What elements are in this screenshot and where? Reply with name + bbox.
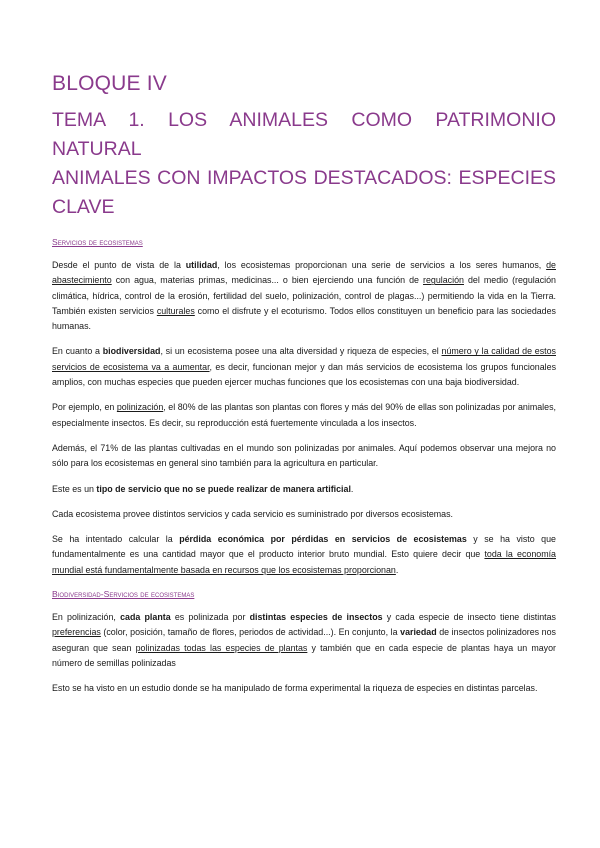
underlined-economia-mundial: toda la economía mundial está fundamentalmente basada en recursos que los ecosistemas proporcionan bbox=[52, 549, 556, 575]
paragraph-polinizacion-ejemplo: Por ejemplo, en polinización, el 80% de las plantas son plantas con flores y más del 90% de ellas son polinizadas por animales, especialmente insectos. Es decir, su reproducción está fuertemente vinculada a los insectos. bbox=[52, 402, 556, 428]
bold-variedad: variedad bbox=[400, 627, 437, 638]
paragraph-perdida-economica: Se ha intentado calcular la pérdida económica por pérdidas en servicios de ecosistemas y se ha visto que fundamentalmente es una cantidad mayor que el producto interior bruto mundial. Esto quiere decir que toda la economía mundial está fundamentalmente basada en recursos que los ecosistemas proporcionan. bbox=[52, 534, 556, 575]
underlined-abastecimiento: de abastecimiento bbox=[52, 260, 556, 286]
topic-title-line-1: TEMA 1. LOS ANIMALES COMO PATRIMONIO bbox=[52, 109, 556, 131]
subtitle-line-1: ANIMALES CON IMPACTOS DESTACADOS: ESPECIES bbox=[52, 167, 556, 189]
paragraph-utilidad: Desde el punto de vista de la utilidad, los ecosistemas proporcionan una serie de servicios a los seres humanos, de abastecimiento con agua, materias primas, medicinas... o bien ejerciendo una función de regulación del medio (regulación climática, hídrica, control de la erosión, fertilidad del suelo, polinización, control de plagas...) permitiendo la vida en la Tierra. También existen servicios culturales como el disfrute y el ecoturismo. Todos ellos constituyen un beneficio para las sociedades humanas. bbox=[52, 260, 556, 332]
bold-cada-planta: cada planta bbox=[120, 612, 171, 623]
underlined-regulacion: regulación bbox=[423, 275, 464, 286]
document-headings bbox=[52, 70, 556, 222]
underlined-polinizacion: polinización bbox=[116, 402, 164, 413]
topic-title-line-2: NATURAL bbox=[52, 138, 142, 160]
subtitle-line-2: CLAVE bbox=[52, 196, 115, 218]
block-heading: BLOQUE IV bbox=[52, 72, 168, 95]
paragraph-plantas-cultivadas: Además, el 71% de las plantas cultivadas en el mundo son polinizadas por animales. Aquí podemos observar una mejora no sólo para los ecosistemas en general sino también para la agricultura en particular. bbox=[52, 442, 556, 469]
paragraph-servicio-artificial: Este es un tipo de servicio que no se puede realizar de manera artificial. bbox=[52, 483, 354, 494]
bold-biodiversidad: biodiversidad bbox=[102, 346, 161, 357]
bold-perdida-economica: pérdida económica por pérdidas en servicios de ecosistemas bbox=[179, 534, 467, 545]
paragraph-estudio: Esto se ha visto en un estudio donde se ha manipulado de forma experimental la riqueza de especies en distintas parcelas. bbox=[52, 683, 538, 694]
section-title-biodiversidad: Biodiversidad-Servicios de ecosistemas bbox=[52, 589, 195, 600]
bold-utilidad: utilidad bbox=[185, 260, 218, 270]
document-body bbox=[52, 236, 556, 707]
bold-distintas-especies: distintas especies de insectos bbox=[249, 612, 383, 623]
section-title-servicios: Servicios de ecosistemas bbox=[52, 237, 143, 247]
underlined-culturales: culturales bbox=[156, 305, 195, 316]
underlined-numero-calidad: número y la calidad de estos servicios de ecosistema va a aumentar bbox=[52, 346, 556, 372]
underlined-polinizadas-todas: polinizadas todas las especies de plantas bbox=[135, 642, 308, 653]
bold-servicio-artificial: tipo de servicio que no se puede realizar de manera artificial bbox=[96, 483, 351, 494]
paragraph-biodiversidad: En cuanto a biodiversidad, si un ecosistema posee una alta diversidad y riqueza de especies, el número y la calidad de estos servicios de ecosistema va a aumentar, es decir, funcionan mejor y dan más servicios de ecosistema los grupos funcionales amplios, con muchas especies que pueden ejercer muchas funciones que los ecosistemas con una baja biodiversidad. bbox=[52, 346, 557, 388]
paragraph-cada-planta: En polinización, cada planta es polinizada por distintas especies de insectos y cada especie de insecto tiene distintas preferencias (color, posición, tamaño de flores, periodos de actividad...). En conjunto, la variedad de insectos polinizadores nos aseguran que sean polinizadas todas las especies de plantas y también que en cada especie de plantas haya un mayor número de semillas polinizadas bbox=[52, 612, 556, 668]
underlined-preferencias: preferencias bbox=[52, 627, 101, 638]
paragraph-cada-ecosistema: Cada ecosistema provee distintos servicios y cada servicio es suministrado por diversos ecosistemas. bbox=[52, 508, 454, 519]
